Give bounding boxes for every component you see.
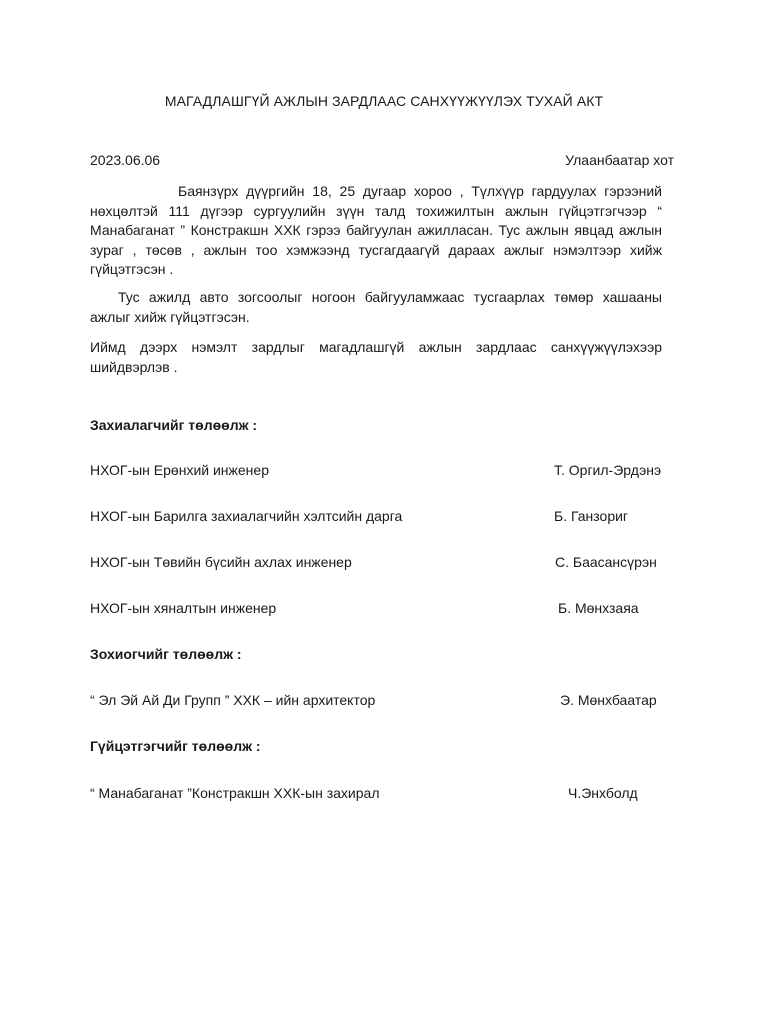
- signer-role: НХОГ-ын Төвийн бүсийн ахлах инженер: [90, 554, 352, 570]
- contractor-heading: Гүйцэтгэгчийг төлөөлж :: [90, 738, 261, 754]
- designer-heading: Зохиогчийг төлөөлж :: [90, 646, 242, 662]
- document-place: Улаанбаатар хот: [565, 152, 674, 168]
- signer-name: Ч.Энхболд: [568, 785, 638, 801]
- document-title: МАГАДЛАШГҮЙ АЖЛЫН ЗАРДЛААС САНХҮҮЖҮҮЛЭХ ТУХАЙ АКТ: [164, 93, 604, 109]
- signer-role: “ Эл Эй Ай Ди Групп ” ХХК – ийн архитектор: [90, 692, 376, 708]
- signer-role: НХОГ-ын Барилга захиалагчийн хэлтсийн дарга: [90, 508, 403, 524]
- document-date: 2023.06.06: [90, 152, 161, 168]
- paragraph-3: Иймд дээрх нэмэлт зардлыг магадлашгүй ажлын зардлаас санхүүжүүлэхээр шийдвэрлэв .: [90, 339, 662, 375]
- paragraph-2: Тус ажилд авто зогсоолыг ногоон байгууламжаас тусгаарлах төмөр хашааны ажлыг хийж гүйцэтгэсэн.: [90, 289, 662, 325]
- signer-name: Э. Мөнхбаатар: [560, 692, 657, 708]
- signer-name: Т. Оргил-Эрдэнэ: [554, 462, 662, 478]
- paragraph-1: Баянзүрх дүүргийн 18, 25 дугаар хороо , Түлхүүр гардуулах гэрээний нөхцөлтэй 111 дүгээр сургуулийн зүүн талд тохижилтын ажлын гүйцэтгэгчээр “ Манабаганат ” Констракшн ХХК гэрээ байгуулан ажилласан. Тус ажлын явцад ажлын зураг , төсөв , ажлын тоо хэмжээнд тусгагдаагүй дараах ажлыг нэмэлтээр хийж гүйцэтгэсэн .: [90, 183, 662, 277]
- customer-heading: Захиалагчийг төлөөлж :: [90, 417, 258, 433]
- signer-role: НХОГ-ын хяналтын инженер: [90, 600, 277, 616]
- signer-role: НХОГ-ын Ерөнхий инженер: [90, 462, 269, 478]
- signer-role: “ Манабаганат ”Констракшн ХХК-ын захирал: [90, 785, 380, 801]
- signer-name: Б. Мөнхзаяа: [558, 600, 639, 616]
- signer-name: С. Баасансүрэн: [555, 554, 657, 570]
- date-place-line: [90, 152, 674, 168]
- signer-name: Б. Ганзориг: [554, 508, 629, 524]
